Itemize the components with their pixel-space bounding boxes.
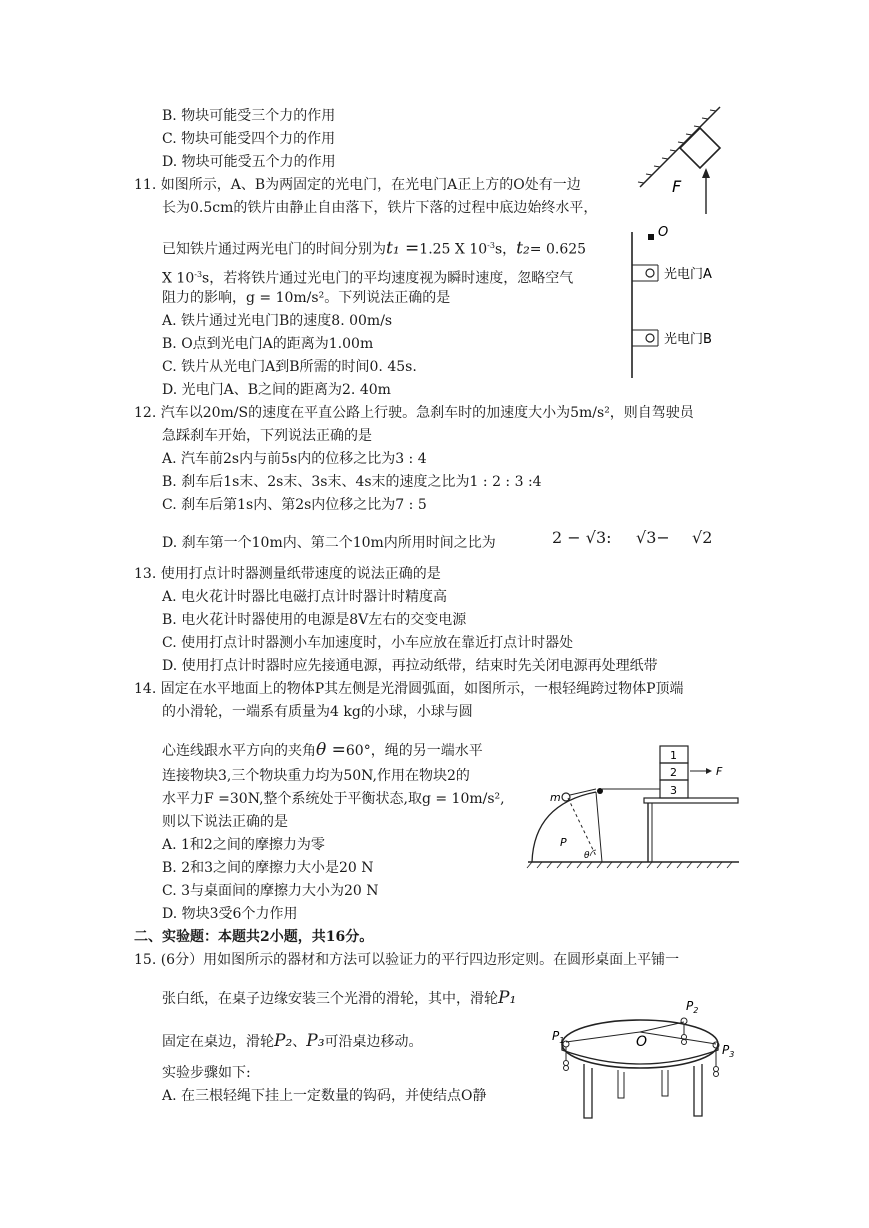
q11-stem-line3: [162, 236, 586, 260]
ratio-term-3: √2: [692, 528, 713, 547]
q13-option-b: B. 电火花计时器使用的电源是8V左右的交变电源: [162, 612, 467, 628]
ratio-term-2: √3−: [636, 528, 670, 547]
p-letter: P: [686, 999, 694, 1013]
q15-text: 固定在桌边，滑轮: [162, 1034, 274, 1050]
q14-text: 60°，绳的另一端水平: [345, 743, 483, 759]
theta-symbol: θ =: [316, 740, 346, 760]
q15-stem-line1: 15. (6分）用如图所示的器材和方法可以验证力的平行四边形定则。在圆形桌面上平铺一: [134, 952, 680, 968]
arc-pulley-blocks-figure: [524, 738, 742, 872]
t2-value: = 0.625: [529, 241, 587, 258]
q10-option-c: C. 物块可能受四个力的作用: [162, 131, 336, 147]
q15-text: 、: [292, 1034, 307, 1050]
q14-option-a: A. 1和2之间的摩擦力为零: [162, 837, 325, 853]
q13-option-a: A. 电火花计时器比电磁打点计时器计时精度高: [162, 589, 448, 605]
q15-stem-line4: 实验步骤如下:: [162, 1065, 251, 1081]
ball-m-label: m: [550, 791, 561, 804]
q11-stem-line4: [162, 265, 573, 289]
exponent: -3: [487, 241, 495, 250]
q11-option-d: D. 光电门A、B之间的距离为2. 40m: [162, 382, 391, 398]
p-letter: P: [552, 1029, 560, 1043]
q10-option-d: D. 物块可能受五个力的作用: [162, 154, 336, 170]
p-letter: P: [722, 1043, 730, 1057]
q14-stem-line2: 的小滑轮，一端系有质量为4 kg的小球，小球与圆: [162, 704, 473, 720]
q12-stem-line2: 急踩刹车开始，下列说法正确的是: [162, 428, 372, 444]
q11-stem-line2: 长为0.5cm的铁片由静止自由落下，铁片下落的过程中底边始终水平，: [162, 200, 598, 216]
q15-text: 可沿桌边移动。: [324, 1034, 423, 1050]
incline-block-figure: [630, 102, 740, 220]
q11-option-c: C. 铁片从光电门A到B所需的时间0. 45s.: [162, 359, 417, 375]
q14-stem-line3: [162, 740, 483, 761]
q14-stem-line5: 水平力F =30N,整个系统处于平衡状态,取g = 10m/s²,: [162, 791, 505, 807]
t1-value: 1.25 X 10: [419, 241, 488, 258]
q14-option-b: B. 2和3之间的摩擦力大小是20 N: [162, 860, 374, 876]
q11-stem-line5: 阻力的影响，g = 10m/s²。下列说法正确的是: [162, 290, 451, 306]
block-3-label: 3: [670, 784, 677, 797]
q13-stem: 13. 使用打点计时器测量纸带速度的说法正确的是: [134, 566, 441, 582]
block-2-label: 2: [670, 766, 677, 779]
pulley-p3-label: [722, 1043, 734, 1059]
ratio-term-1: 2 − √3:: [552, 528, 612, 547]
round-table-figure: [544, 994, 740, 1126]
q12-option-d: D. 刹车第一个10m内、第二个10m内所用时间之比为: [162, 535, 496, 551]
pulley-p2-label: [686, 999, 698, 1015]
subscript: 2: [693, 1006, 699, 1015]
unit: s，: [494, 241, 517, 258]
q14-stem-line6: 则以下说法正确的是: [162, 814, 288, 830]
q15-stem-line3: [162, 1031, 423, 1052]
theta-label: θ: [584, 851, 590, 861]
q12-option-b: B. 刹车后1s末、2s末、3s末、4s末的速度之比为1 : 2 : 3 :4: [162, 474, 542, 490]
knot-o-label: O: [636, 1034, 648, 1050]
q11-option-b: B. O点到光电门A的距离为1.00m: [162, 336, 374, 352]
photogate-b-label: 光电门B: [664, 332, 712, 347]
photogate-b-icon: [646, 334, 654, 342]
q13-option-c: C. 使用打点计时器测小车加速度时，小车应放在靠近打点计时器处: [162, 635, 574, 651]
exponent: -3: [194, 270, 203, 279]
photogate-a-label: 光电门A: [664, 267, 712, 282]
pulley-p2-symbol: P₂: [274, 1031, 293, 1051]
section-2-heading: 二、实验题：本题共2小题，共16分。: [134, 929, 374, 945]
q11-text: s，若将铁片通过光电门的平均速度视为瞬时速度，忽略空气: [202, 270, 574, 287]
t1-symbol: t₁ =: [386, 238, 420, 259]
photogate-a-icon: [646, 269, 654, 277]
t2-value-cont: X 10: [162, 270, 195, 287]
q11-stem-line1: 11. 如图所示，A、B为两固定的光电门，在光电门A正上方的O处有一边: [134, 177, 581, 193]
pulley-p3-symbol: P₃: [306, 1031, 325, 1051]
q12-stem-line1: 12. 汽车以20m/S的速度在平直公路上行驶。急刹车时的加速度大小为5m/s²，则自驾驶员: [134, 405, 694, 421]
q12-option-a: A. 汽车前2s内与前5s内的位移之比为3 : 4: [162, 451, 427, 467]
force-f-label: F: [716, 765, 723, 778]
q14-option-c: C. 3与桌面间的摩擦力大小为20 N: [162, 883, 379, 899]
q11-text: 已知铁片通过两光电门的时间分别为: [162, 241, 386, 258]
t2-symbol: t₂: [516, 238, 530, 259]
q12-option-c: C. 刹车后第1s内、第2s内位移之比为7 : 5: [162, 497, 427, 513]
q15-text: 张白纸，在桌子边缘安装三个光滑的滑轮，其中，滑轮: [162, 991, 498, 1007]
block-1-label: 1: [670, 749, 677, 762]
q15-stem-line2: [162, 988, 516, 1009]
q14-stem-line1: 14. 固定在水平地面上的物体P其左侧是光滑圆弧面，如图所示，一根轻绳跨过物体P顶端: [134, 681, 684, 697]
q14-stem-line4: 连接物块3,三个物块重力均为50N,作用在物块2的: [162, 768, 470, 784]
force-label: F: [672, 177, 682, 196]
q11-option-a: A. 铁片通过光电门B的速度8. 00m/s: [162, 313, 393, 329]
q15-stem-line5: A. 在三根轻绳下挂上一定数量的钩码，并使结点O静: [162, 1088, 487, 1104]
q14-option-d: D. 物块3受6个力作用: [162, 906, 298, 922]
object-p-label: P: [560, 836, 567, 849]
q10-option-b: B. 物块可能受三个力的作用: [162, 108, 336, 124]
q13-option-d: D. 使用打点计时器时应先接通电源，再拉动纸带，结束时先关闭电源再处理纸带: [162, 658, 658, 674]
subscript: 3: [729, 1050, 735, 1059]
photogate-figure: [624, 226, 730, 382]
q14-text: 心连线跟水平方向的夹角: [162, 743, 316, 759]
pulley-p1-label: [552, 1029, 564, 1045]
point-o-label: O: [658, 225, 669, 240]
subscript: 1: [559, 1036, 565, 1045]
pulley-p1-symbol: P₁: [498, 988, 517, 1008]
